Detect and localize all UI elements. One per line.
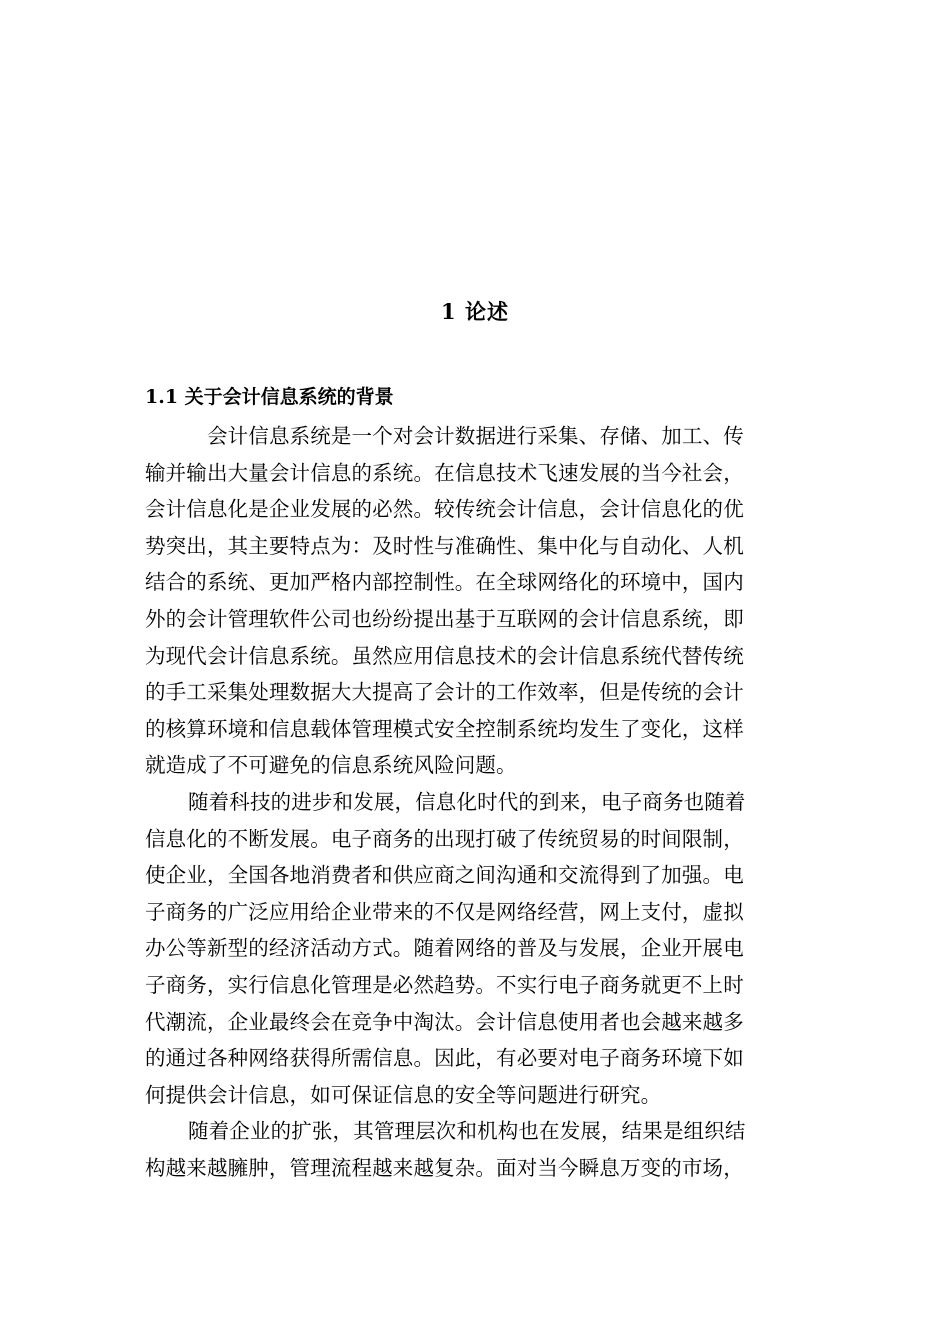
- paragraph-line: 办公等新型的经济活动方式。随着网络的普及与发展，企业开展电: [145, 936, 744, 961]
- paragraph-line: 代潮流，企业最终会在竞争中淘汰。会计信息使用者也会越来越多: [145, 1009, 744, 1034]
- paragraph-line: 外的会计管理软件公司也纷纷提出基于互联网的会计信息系统，即: [145, 606, 744, 631]
- paragraph-line: 的手工采集处理数据大大提高了会计的工作效率，但是传统的会计: [145, 680, 744, 705]
- paragraph-line: 的核算环境和信息载体管理模式安全控制系统均发生了变化，这样: [145, 716, 744, 741]
- paragraph-line: 子商务的广泛应用给企业带来的不仅是网络经营，网上支付，虚拟: [145, 899, 744, 924]
- paragraph-line: 的通过各种网络获得所需信息。因此，有必要对电子商务环境下如: [145, 1046, 744, 1071]
- chapter-title: 1 论述: [441, 299, 509, 324]
- paragraph-line: 构越来越臃肿，管理流程越来越复杂。面对当今瞬息万变的市场，: [145, 1155, 744, 1180]
- paragraph-2: [145, 784, 810, 1113]
- paragraph-line: 何提供会计信息，如可保证信息的安全等问题进行研究。: [145, 1082, 662, 1107]
- paragraph-line: 结合的系统、更加严格内部控制性。在全球网络化的环境中，国内: [145, 570, 744, 595]
- paragraph-line: 使企业，全国各地消费者和供应商之间沟通和交流得到了加强。电: [145, 863, 744, 888]
- paragraph-line: 输并输出大量会计信息的系统。在信息技术飞速发展的当今社会，: [145, 460, 744, 485]
- paragraph-line: 子商务，实行信息化管理是必然趋势。不实行电子商务就更不上时: [145, 972, 744, 997]
- body-text: [145, 418, 810, 1186]
- paragraph-line: 会计信息系统是一个对会计数据进行采集、存储、加工、传: [207, 424, 744, 448]
- paragraph-line: 就造成了不可避免的信息系统风险问题。: [145, 753, 517, 778]
- paragraph-line: 信息化的不断发展。电子商务的出现打破了传统贸易的时间限制，: [145, 826, 744, 851]
- paragraph-1: [145, 418, 810, 784]
- paragraph-line: 会计信息化是企业发展的必然。较传统会计信息，会计信息化的优: [145, 497, 744, 522]
- paragraph-line: 随着企业的扩张，其管理层次和机构也在发展，结果是组织结: [188, 1119, 746, 1144]
- paragraph-line: 随着科技的进步和发展，信息化时代的到来，电子商务也随着: [188, 789, 746, 814]
- paragraph-3: [145, 1113, 810, 1186]
- section-heading: 1.1 关于会计信息系统的背景: [145, 386, 394, 408]
- paragraph-line: 势突出，其主要特点为：及时性与准确性、集中化与自动化、人机: [145, 533, 744, 558]
- paragraph-line: 为现代会计信息系统。虽然应用信息技术的会计信息系统代替传统: [145, 643, 744, 668]
